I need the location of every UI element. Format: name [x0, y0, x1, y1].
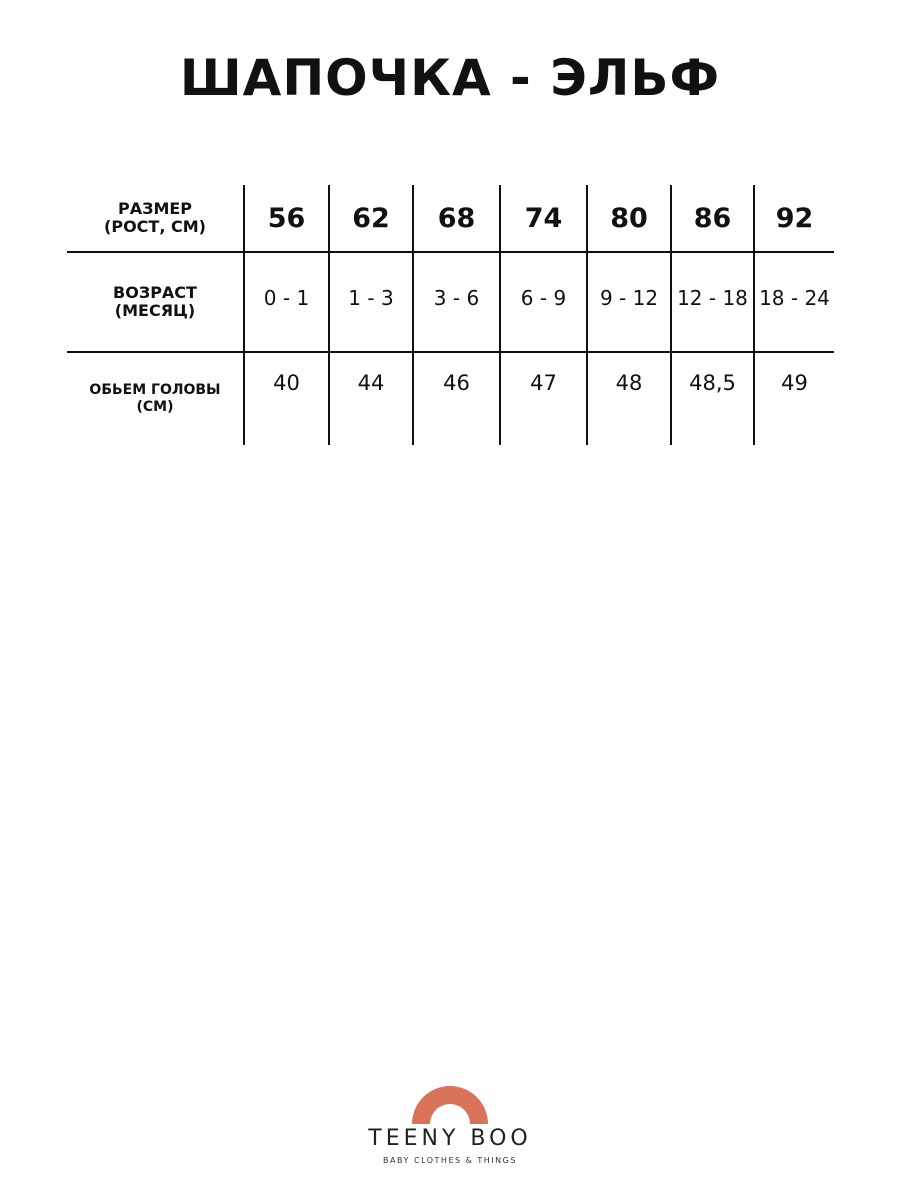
size-cell: 92: [754, 185, 834, 252]
size-chart-table: [67, 185, 834, 445]
head-label-line-2: (СМ): [136, 399, 174, 415]
size-cell: 62: [329, 185, 413, 252]
age-cell: 9 - 12: [587, 252, 671, 352]
age-cell: 0 - 1: [244, 252, 329, 352]
brand-logo: [0, 1074, 900, 1165]
age-cell: 1 - 3: [329, 252, 413, 352]
age-cell: 3 - 6: [413, 252, 500, 352]
age-row-label: [67, 252, 244, 352]
brand-name: TEENY BOO: [368, 1126, 532, 1151]
head-circumference-row: [67, 352, 834, 445]
age-label-line-2: (МЕСЯЦ): [114, 301, 196, 320]
age-cell: 18 - 24: [754, 252, 834, 352]
arch-logo-icon: [408, 1074, 492, 1124]
age-cell: 12 - 18: [671, 252, 754, 352]
size-cell: 56: [244, 185, 329, 252]
head-cell: 44: [329, 352, 413, 445]
size-cell: 80: [587, 185, 671, 252]
size-row: [67, 185, 834, 252]
head-cell: 40: [244, 352, 329, 445]
size-cell: 86: [671, 185, 754, 252]
age-row: [67, 252, 834, 352]
brand-tagline: BABY CLOTHES & THINGS: [383, 1156, 517, 1165]
head-cell: 48: [587, 352, 671, 445]
head-row-label: [67, 352, 244, 445]
page-title: ШАПОЧКА - ЭЛЬФ: [179, 49, 721, 107]
head-cell: 46: [413, 352, 500, 445]
size-label-line-1: РАЗМЕР: [117, 199, 193, 218]
head-cell: 49: [754, 352, 834, 445]
head-label-line-1: ОБЬЕМ ГОЛОВЫ: [89, 382, 221, 398]
size-cell: 68: [413, 185, 500, 252]
age-cell: 6 - 9: [500, 252, 587, 352]
size-row-label: [67, 185, 244, 252]
age-label-line-1: ВОЗРАСТ: [113, 283, 197, 302]
size-cell: 74: [500, 185, 587, 252]
size-label-line-2: (РОСТ, СМ): [104, 217, 206, 236]
head-cell: 48,5: [671, 352, 754, 445]
head-cell: 47: [500, 352, 587, 445]
